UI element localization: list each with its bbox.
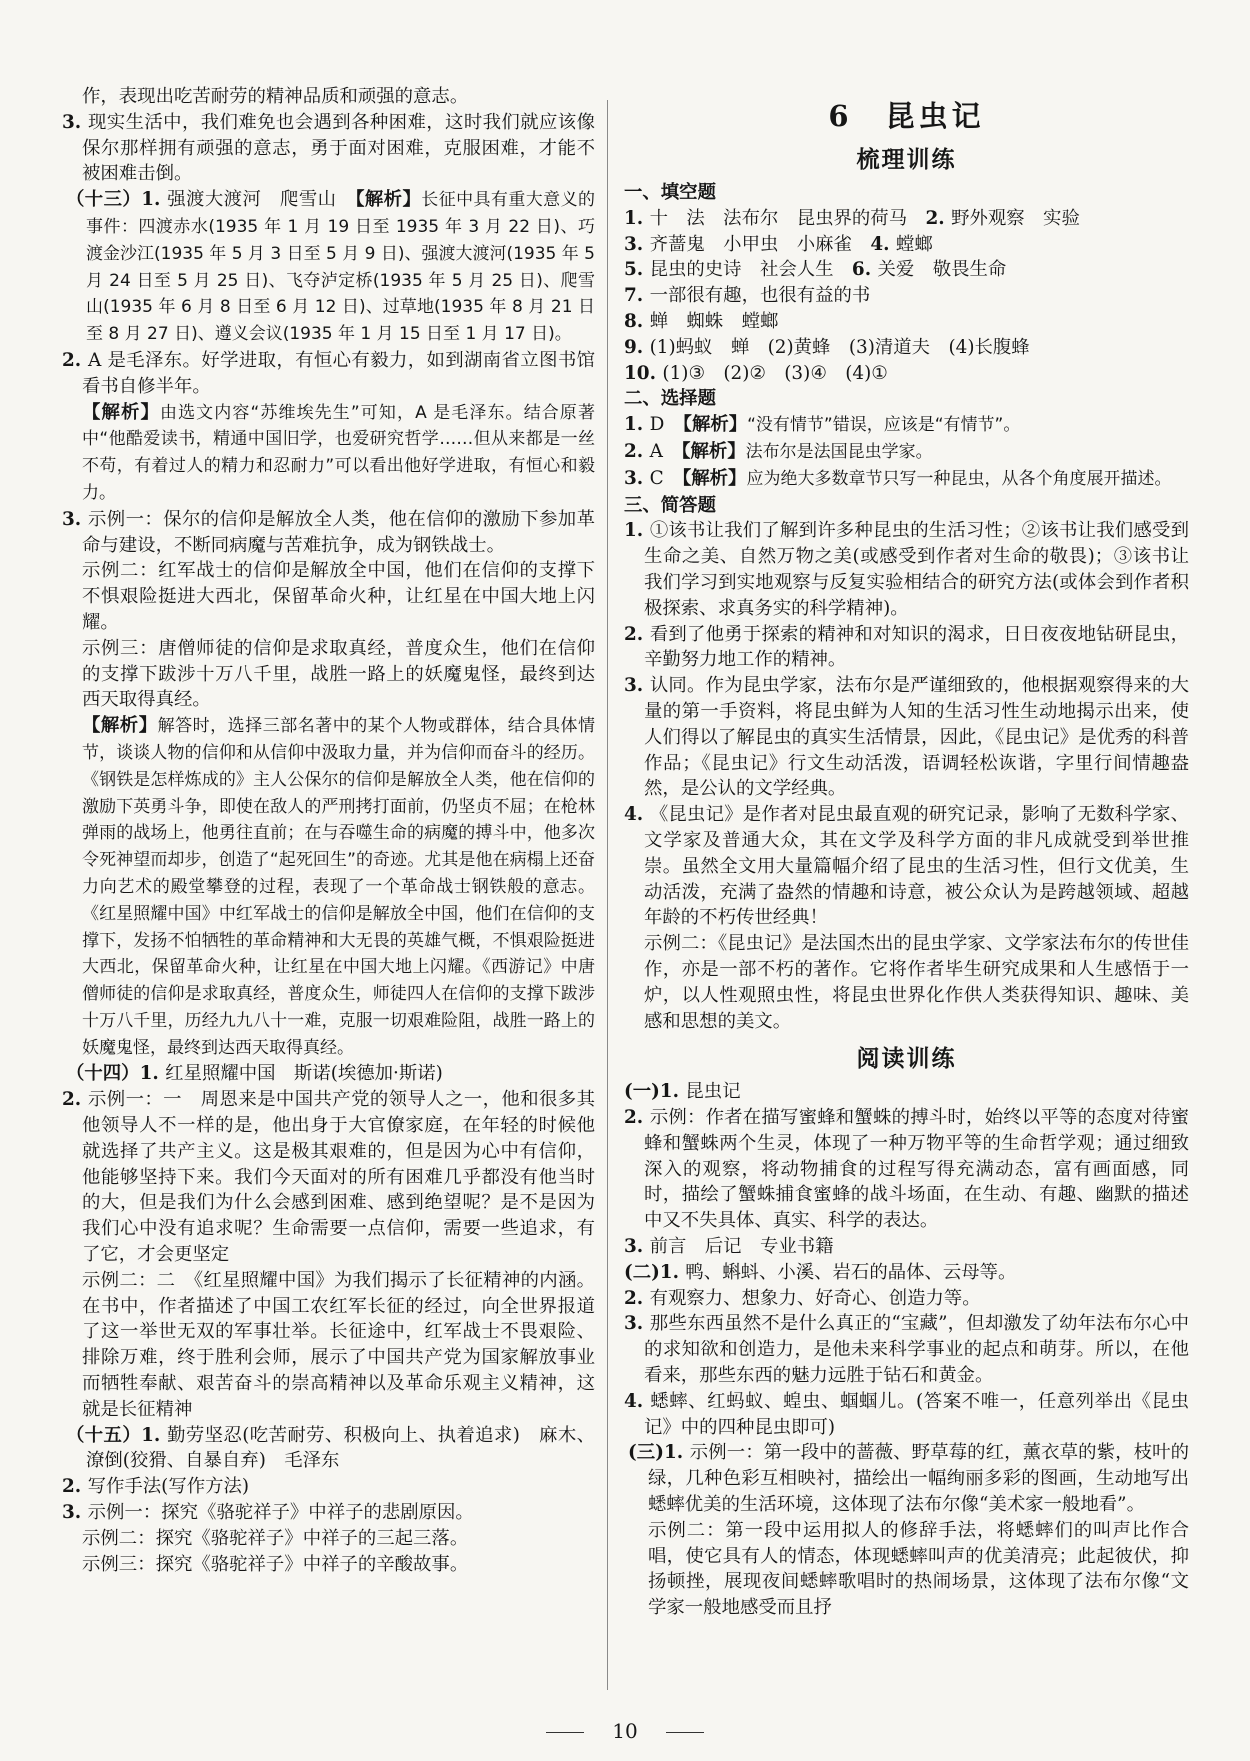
item-number: 1.: [624, 414, 650, 436]
analysis-text: 长征中具有重大意义的事件：四渡赤水(1935 年 1 月 19 日至 1935 年 3 月 22 日)、巧渡金沙江(1935 年 5 月 3 日至 5 月 9 日)、强渡大渡河(1935 年 5 月 24 日至 5 月 25 日)、飞夺泸定桥(1935 年 5 月 25 日)、爬雪山(1935 年 6 月 8 日至 6 月 12 日)、过草地(1935 年 8 月 21 日至 8 月 27 日)、遵义会议(1935 年 1 月 15 日至 1 月 17 日)。: [86, 190, 595, 345]
answer-text: 勤劳坚忍(吃苦耐劳、积极向上、执着追求) 麻木、潦倒(狡猾、自暴自弃) 毛泽东: [86, 1424, 595, 1472]
item-number: 4.: [624, 804, 650, 826]
answer-paragraph: [624, 309, 1189, 335]
item-number: 3.: [62, 1502, 88, 1524]
answer-paragraph: [624, 1286, 1189, 1312]
item-number: 9.: [624, 336, 650, 358]
item-number: (一)1.: [624, 1081, 686, 1103]
answer-paragraph: [62, 1500, 595, 1526]
right-column: [624, 84, 1189, 1621]
item-number: （十四）1.: [66, 1063, 166, 1085]
answer-paragraph: [624, 361, 1189, 387]
answer-paragraph: [624, 232, 1189, 258]
question-type-heading: [624, 180, 1189, 206]
answer-text: 一部很有趣，也很有益的书: [649, 285, 871, 307]
answer-text: 示例一：一 周恩来是中国共产党的领导人之一，他和很多其他领导人不一样的是，他出身于大官僚家庭，在年轻的时候他就选择了共产主义。这是极其艰难的，但是因为心中有信仰，他能够坚持下来。我们今天面对的所有困难几乎都没有他当时的大，但是我们为什么会感到困难、感到绝望呢？是不是因为我们心中没有追求呢？生命需要一点信仰，需要一些追求，有了它，才会更坚定: [82, 1089, 595, 1266]
analysis-label: 【解析】: [82, 715, 158, 737]
item-number: 2.: [624, 1287, 650, 1309]
item-number: 2.: [925, 207, 952, 229]
answer-text: 看到了他勇于探索的精神和对知识的渴求，日日夜夜地钻研昆虫，辛勤努力地工作的精神。: [644, 623, 1189, 671]
item-number: 6.: [851, 259, 878, 281]
section-heading-sort-training: 梳理训练: [856, 146, 957, 173]
answer-paragraph: [624, 1389, 1189, 1441]
answer-text: 二、选择题: [624, 388, 716, 410]
answer-paragraph: [624, 1234, 1189, 1260]
answer-paragraph: [624, 439, 1189, 466]
answer-paragraph: [62, 1061, 595, 1087]
item-number: 4.: [624, 1390, 651, 1412]
answer-text: 三、简答题: [624, 494, 716, 516]
answer-paragraph: [62, 1474, 595, 1500]
item-number: 2.: [62, 1089, 89, 1111]
answer-text: 蝉 蜘蛛 螳螂: [649, 310, 779, 332]
item-number: 3.: [624, 467, 650, 489]
item-number: 5.: [624, 259, 650, 281]
answer-text: 强渡大渡河 爬雪山: [167, 189, 356, 211]
answer-paragraph: [624, 1440, 1189, 1517]
item-number: 3.: [62, 508, 89, 530]
answer-text: 示例一：第一段中的蔷薇、野草莓的红，薰衣草的紫，枝叶的绿，几种色彩互相映衬，描绘出一幅绚丽多彩的图画，生动地写出蟋蟀优美的生活环境，这体现了法布尔像“美术家一般地看”。: [648, 1442, 1189, 1516]
answer-text: 蟋蟀、红蚂蚁、蝗虫、蝈蝈儿。(答案不唯一，任意列举出《昆虫记》中的四种昆虫即可): [644, 1390, 1189, 1438]
item-number: 3.: [62, 111, 89, 133]
answer-paragraph: [62, 1552, 595, 1578]
item-number: 1.: [624, 520, 650, 542]
answer-text: 示例三：唐僧师徒的信仰是求取真经，普度众生，他们在信仰的支撑下跋涉十万八千里，战胜一路上的妖魔鬼怪，最终到达西天取得真经。: [82, 637, 595, 711]
item-number: 2.: [62, 1476, 88, 1498]
answer-paragraph: [62, 558, 595, 635]
answer-text: 齐蔷鬼 小甲虫 小麻雀: [649, 233, 871, 255]
answer-text: 示例二：探究《骆驼祥子》中祥子的三起三落。: [82, 1527, 469, 1549]
analysis-label: 【解析】: [355, 189, 422, 211]
answer-paragraph: [62, 1268, 595, 1423]
answer-text: 示例：作者在描写蜜蜂和蟹蛛的搏斗时，始终以平等的态度对待蜜蜂和蟹蛛两个生灵，体现了一种万物平等的生命哲学观；通过细致深入的观察，将动物捕食的过程写得充满动态，富有画面感，同时，描绘了蟹蛛捕食蜜蜂的战斗场面，在生动、有趣、幽默的描述中又不失具体、真实、科学的表达。: [644, 1107, 1189, 1232]
question-type-heading: [624, 386, 1189, 412]
answer-paragraph: [62, 1087, 595, 1268]
item-number: (二)1.: [624, 1261, 686, 1283]
answer-paragraph: [624, 283, 1189, 309]
answer-text: 《昆虫记》是作者对昆虫最直观的研究记录，影响了无数科学家、文学家及普通大众，其在文学及科学方面的非凡成就受到举世推崇。虽然全文用大量篇幅介绍了昆虫的生活习性，但行文优美，生动活泼，充满了盎然的情趣和诗意，被公众认为是跨越领域、超越年龄的不朽传世经典！: [644, 804, 1189, 929]
answer-paragraph: [624, 673, 1189, 802]
answer-text: 示例一：保尔的信仰是解放全人类，他在信仰的激励下参加革命与建设，不断同病魔与苦难抗争，成为钢铁战士。: [82, 508, 595, 556]
item-number: 2.: [62, 349, 88, 371]
item-number: 8.: [624, 310, 650, 332]
answer-text: 十 法 法布尔 昆虫界的荷马: [649, 207, 926, 229]
analysis-label: 【解析】: [682, 414, 748, 436]
left-column: [62, 84, 595, 1577]
answer-paragraph: [624, 1518, 1189, 1621]
answer-paragraph: [624, 206, 1189, 232]
answer-paragraph: [624, 802, 1189, 931]
analysis-text: 解答时，选择三部名著中的某个人物或群体，结合具体情节，谈谈人物的信仰和从信仰中汲取力量，并为信仰而奋斗的经历。《钢铁是怎样炼成的》主人公保尔的信仰是解放全人类，他在信仰的激励下英勇斗争，即使在敌人的严刑拷打面前，仍坚贞不屈；在枪林弹雨的战场上，他勇往直前；在与吞噬生命的病魔的搏斗中，他多次令死神望而却步，创造了“起死回生”的奇迹。尤其是他在病榻上还奋力向艺术的殿堂攀登的过程，表现了一个革命战士钢铁般的意志。《红星照耀中国》中红军战士的信仰是解放全中国，他们在信仰的支撑下，发扬不怕牺牲的革命精神和大无畏的英雄气概，不惧艰险挺进大西北，保留革命火种，让红星在中国大地上闪耀。《西游记》中唐僧师徒的信仰是求取真经，普度众生，师徒四人在信仰的支撑下跋涉十万八千里，历经九九八十一难，克服一切艰难险阻，战胜一路上的妖魔鬼怪，最终到达西天取得真经。: [82, 716, 595, 1058]
answer-text: 昆虫的史诗 社会人生: [649, 259, 852, 281]
answer-text: 示例二：《昆虫记》是法国杰出的昆虫学家、文学家法布尔的传世佳作，亦是一部不朽的著作。它将作者毕生研究成果和人生感悟于一炉，以人性观照虫性，将昆虫世界化作供人类获得知识、趣味、美感和思想的美文。: [644, 933, 1189, 1032]
answer-text: D: [649, 414, 683, 436]
answer-text: 认同。作为昆虫学家，法布尔是严谨细致的，他根据观察得来的大量的第一手资料，将昆虫鲜为人知的生活习性生动地揭示出来，使人们得以了解昆虫的真实生活情景，因此，《昆虫记》是优秀的科普作品；《昆虫记》行文生动活泼，语调轻松诙谐，字里行间情趣盎然，是公认的文学经典。: [644, 675, 1189, 800]
section-heading-reading-training: 阅读训练: [856, 1045, 957, 1073]
analysis-text: 法布尔是法国昆虫学家。: [745, 441, 933, 462]
reading-training-answers: [624, 1079, 1189, 1621]
item-number: 2.: [624, 623, 650, 645]
answer-paragraph: [62, 1423, 595, 1475]
answer-paragraph: [62, 110, 595, 187]
answer-text: 写作手法(写作方法): [87, 1476, 250, 1498]
item-number: (三)1.: [628, 1442, 690, 1464]
analysis-text: 由选文内容“苏维埃先生”可知，A 是毛泽东。结合原著中“他酷爱读书，精通中国旧学，也爱研究哲学……但从来都是一丝不苟，有着过人的精力和忍耐力”可以看出他好学进取，有恒心和毅力。: [82, 402, 595, 503]
answer-text: 那些东西虽然不是什么真正的“宝藏”，但却激发了幼年法布尔心中的求知欲和创造力，是他未来科学事业的起点和萌芽。所以，在他看来，那些东西的魅力远胜于钻石和黄金。: [644, 1313, 1189, 1387]
answer-text: 关爱 敬畏生命: [877, 259, 1007, 281]
answer-text: 一、填空题: [624, 182, 716, 203]
answer-paragraph: [624, 518, 1189, 621]
answer-paragraph: [624, 335, 1189, 361]
item-number: 7.: [624, 285, 650, 307]
answer-text: 示例一：探究《骆驼祥子》中祥子的悲剧原因。: [87, 1502, 474, 1524]
answer-paragraph: [62, 636, 595, 713]
answer-text: 现实生活中，我们难免也会遇到各种困难，这时我们就应该像保尔那样拥有顽强的意志，勇于面对困难，克服困难，才能不被困难击倒。: [82, 111, 595, 185]
item-number: 3.: [624, 1313, 650, 1335]
answer-paragraph: [62, 84, 595, 110]
answer-text: 昆虫记: [685, 1081, 741, 1103]
question-type-heading: [624, 493, 1189, 519]
answer-paragraph: [624, 1079, 1189, 1105]
answer-paragraph: [624, 931, 1189, 1034]
answer-text: A: [649, 440, 682, 462]
answer-text: 作，表现出吃苦耐劳的精神品质和顽强的意志。: [82, 86, 469, 107]
item-number: 3.: [624, 233, 650, 255]
answer-paragraph: [62, 187, 595, 348]
page-number: 10: [0, 1719, 1250, 1743]
column-divider: [607, 100, 608, 1690]
answer-text: (1)③ (2)② (3)④ (4)①: [662, 362, 888, 384]
chapter-title: 6 昆虫记: [828, 99, 985, 133]
answer-paragraph: [624, 1260, 1189, 1286]
answer-paragraph: [62, 713, 595, 1061]
sort-training-answers: [624, 180, 1189, 1034]
item-number: 1.: [624, 207, 650, 229]
answer-paragraph: [62, 348, 595, 400]
item-number: 4.: [870, 233, 896, 255]
answer-text: 示例二：二 《红星照耀中国》为我们揭示了长征精神的内涵。在书中，作者描述了中国工农红军长征的经过，向全世界报道了这一举世无双的军事壮举。长征途中，红军战士不畏艰险、排除万难，终于胜利会师，展示了中国共产党为国家解放事业而牺牲奉献、艰苦奋斗的崇高精神以及革命乐观主义精神，这就是长征精神: [82, 1269, 595, 1420]
answer-paragraph: [624, 1105, 1189, 1234]
answer-text: 螳螂: [895, 233, 933, 255]
item-number: 3.: [624, 1236, 650, 1258]
answer-text: (1)蚂蚁 蝉 (2)黄蜂 (3)清道夫 (4)长腹蜂: [649, 336, 1030, 358]
answer-paragraph: [624, 466, 1189, 493]
item-number: 10.: [624, 362, 663, 384]
answer-paragraph: [624, 1311, 1189, 1388]
analysis-label: 【解析】: [681, 440, 746, 462]
answer-text: 示例三：探究《骆驼祥子》中祥子的辛酸故事。: [82, 1553, 469, 1575]
analysis-label: 【解析】: [82, 401, 160, 423]
answer-text: 红星照耀中国 斯诺(埃德加·斯诺): [165, 1063, 443, 1085]
answer-paragraph: [62, 400, 595, 507]
answer-paragraph: [624, 622, 1189, 674]
answer-text: 前言 后记 专业书籍: [649, 1236, 834, 1258]
answer-text: 示例二：第一段中运用拟人的修辞手法，将蟋蟀们的叫声比作合唱，使它具有人的情态，体现蟋蟀叫声的优美清亮；此起彼伏，抑扬顿挫，展现夜间蟋蟀歌唱时的热闹场景，这体现了法布尔像“文学家一般地感受而且抒: [648, 1519, 1189, 1619]
analysis-text: “没有情节”错误，应该是“有情节”。: [747, 415, 1021, 436]
item-number: （十三）1.: [66, 189, 168, 211]
item-number: 2.: [624, 440, 650, 462]
answer-text: C: [649, 467, 683, 489]
answer-text: ①该书让我们了解到许多种昆虫的生活习性；②该书让我们感受到生命之美、自然万物之美(或感受到作者对生命的敬畏)；③该书让我们学习到实地观察与反复实验相结合的研究方法(或体会到作者积极探索、求真务实的科学精神)。: [644, 520, 1189, 619]
answer-text: 野外观察 实验: [951, 207, 1080, 229]
answer-paragraph: [624, 257, 1189, 283]
answer-paragraph: [62, 1526, 595, 1552]
answer-text: 示例二：红军战士的信仰是解放全中国，他们在信仰的支撑下不惧艰险挺进大西北，保留革命火种，让红星在中国大地上闪耀。: [82, 560, 595, 633]
answer-text: 鸭、蝌蚪、小溪、岩石的晶体、云母等。: [685, 1261, 1017, 1283]
answer-paragraph: [62, 507, 595, 559]
item-number: 2.: [624, 1107, 650, 1129]
answer-text: A 是毛泽东。好学进取，有恒心有毅力，如到湖南省立图书馆看书自修半年。: [82, 349, 595, 397]
analysis-label: 【解析】: [682, 467, 747, 489]
item-number: （十五）1.: [66, 1424, 168, 1446]
answer-paragraph: [624, 412, 1189, 439]
answer-text: 有观察力、想象力、好奇心、创造力等。: [649, 1287, 981, 1309]
item-number: 3.: [624, 675, 650, 697]
analysis-text: 应为绝大多数章节只写一种昆虫，从各个角度展开描述。: [746, 468, 1172, 489]
